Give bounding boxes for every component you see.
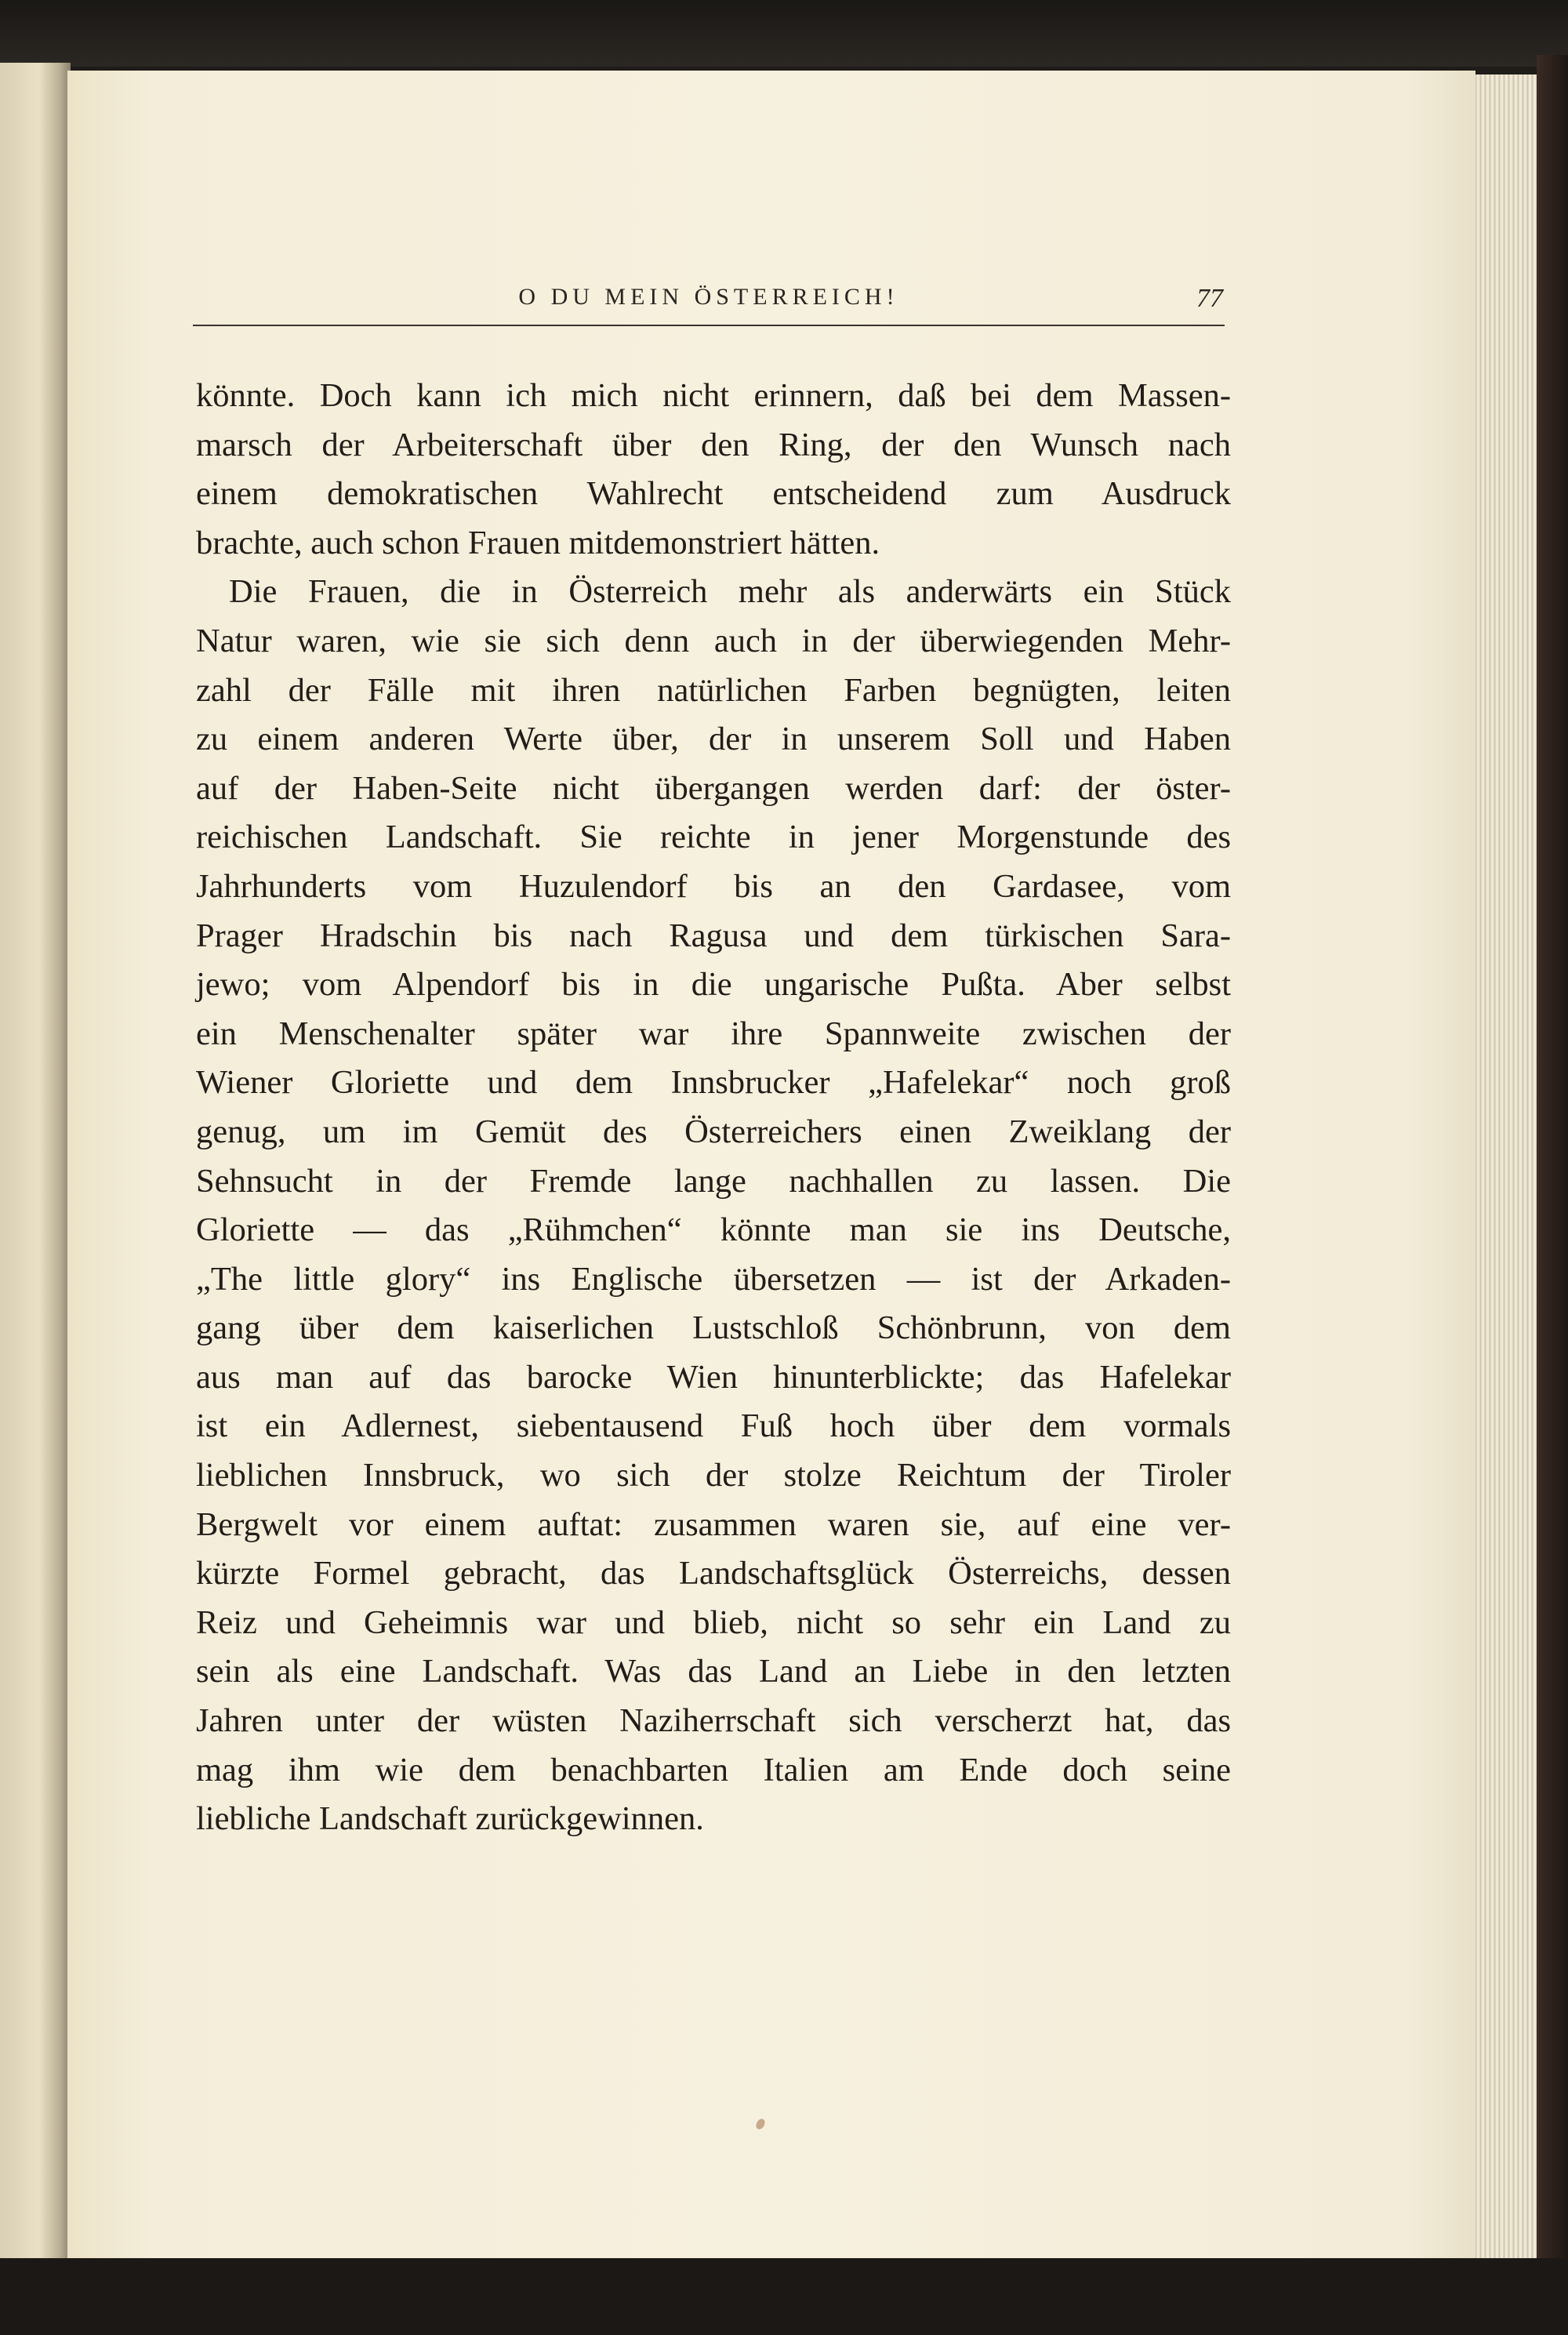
running-head — [193, 284, 1225, 321]
text-line: Prager Hradschin bis nach Ragusa und dem türkischen Sara- — [196, 917, 1231, 954]
text-line: Jahren unter der wüsten Naziherrschaft sich verscherzt hat, das — [196, 1702, 1231, 1740]
text-line: Natur waren, wie sie sich denn auch in der überwiegenden Mehr- — [196, 622, 1231, 659]
left-page-edge — [0, 63, 71, 2258]
text-line: liebliche Landschaft zurückgewinnen. — [196, 1800, 704, 1838]
text-line: Die Frauen, die in Österreich mehr als anderwärts ein Stück — [229, 573, 1231, 611]
running-title: O DU MEIN ÖSTERREICH! — [518, 284, 899, 310]
text-line: Wiener Gloriette und dem Innsbrucker „Hafelekar“ noch groß — [196, 1064, 1231, 1102]
text-line: auf der Haben-Seite nicht übergangen werden darf: der öster- — [196, 769, 1231, 807]
text-line: jewo; vom Alpendorf bis in die ungarische Pußta. Aber selbst — [196, 966, 1231, 1004]
text-line: zu einem anderen Werte über, der in unserem Soll und Haben — [196, 721, 1231, 758]
text-line: marsch der Arbeiterschaft über den Ring, der den Wunsch nach — [196, 426, 1231, 463]
text-line: einem demokratischen Wahlrecht entscheidend zum Ausdruck — [196, 475, 1231, 513]
text-line: Bergwelt vor einem auftat: zusammen waren sie, auf eine ver- — [196, 1505, 1231, 1543]
text-line: genug, um im Gemüt des Österreichers einen Zweiklang der — [196, 1113, 1231, 1150]
text-line: Jahrhunderts vom Huzulendorf bis an den Gardasee, vom — [196, 867, 1231, 905]
text-line: mag ihm wie dem benachbarten Italien am Ende doch seine — [196, 1751, 1231, 1788]
text-line: Sehnsucht in der Fremde lange nachhallen zu lassen. Die — [196, 1162, 1231, 1200]
text-line: ist ein Adlernest, siebentausend Fuß hoch über dem vormals — [196, 1407, 1231, 1445]
text-line: brachte, auch schon Frauen mitdemonstriert hätten. — [196, 524, 880, 561]
text-line: lieblichen Innsbruck, wo sich der stolze Reichtum der Tiroler — [196, 1457, 1231, 1494]
text-line: ein Menschenalter später war ihre Spannweite zwischen der — [196, 1015, 1231, 1052]
page-number: 77 — [1196, 284, 1223, 313]
body-text — [196, 372, 1231, 1844]
text-line: zahl der Fälle mit ihren natürlichen Farben begnügten, leiten — [196, 671, 1231, 709]
top-background — [0, 0, 1568, 67]
text-line: aus man auf das barocke Wien hinunterblickte; das Hafelekar — [196, 1358, 1231, 1396]
text-line: gang über dem kaiserlichen Lustschloß Schönbrunn, von dem — [196, 1309, 1231, 1347]
text-line: Reiz und Geheimnis war und blieb, nicht so sehr ein Land zu — [196, 1603, 1231, 1641]
text-line: reichischen Landschaft. Sie reichte in jener Morgenstunde des — [196, 819, 1231, 856]
text-line: kürzte Formel gebracht, das Landschaftsglück Österreichs, dessen — [196, 1555, 1231, 1592]
page-block-edges — [1472, 74, 1543, 2270]
bottom-background — [0, 2258, 1568, 2335]
text-line: könnte. Doch kann ich mich nicht erinnern, daß bei dem Massen- — [196, 377, 1231, 414]
text-line: sein als eine Landschaft. Was das Land an Liebe in den letzten — [196, 1653, 1231, 1690]
book-cover-edge — [1537, 55, 1568, 2335]
header-rule — [193, 325, 1225, 326]
text-line: Gloriette — das „Rühmchen“ könnte man sie ins Deutsche, — [196, 1211, 1231, 1249]
text-line: „The little glory“ ins Englische übersetzen — ist der Arkaden- — [196, 1260, 1231, 1298]
